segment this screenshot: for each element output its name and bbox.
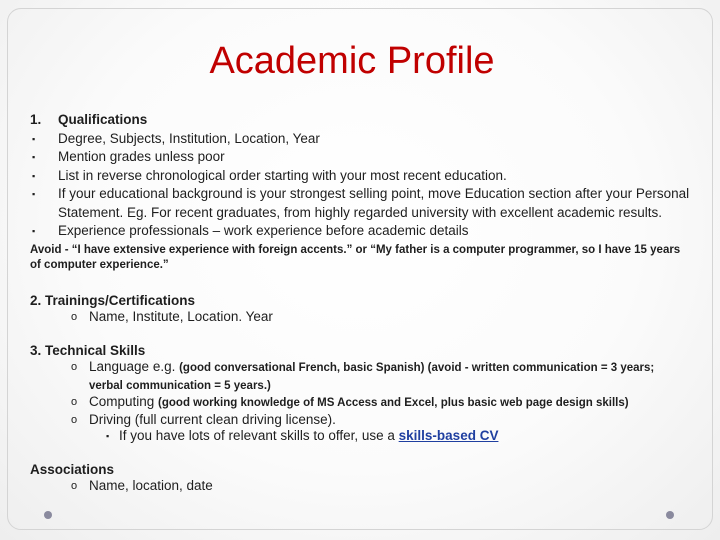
sub-bullet-marker: o: [71, 361, 78, 373]
list-item: [30, 167, 690, 186]
sub-bullet-text: Name, location, date: [89, 477, 213, 493]
trainings-heading: 2. Trainings/Certifications: [30, 292, 196, 308]
bullet-text: Experience professionals – work experience before academic details: [58, 223, 469, 238]
bullet-marker: ▪: [32, 226, 36, 236]
list-item: [30, 428, 690, 445]
driving-text: Driving (full current clean driving license).: [89, 411, 336, 427]
list-item: [30, 185, 690, 222]
skills-based-cv-link[interactable]: skills-based CV: [398, 428, 499, 443]
list-item: [30, 478, 690, 495]
list-item: [30, 412, 690, 429]
associations-heading: Associations: [30, 461, 115, 477]
qualifications-heading: Qualifications: [58, 112, 148, 127]
qualifications-heading-row: [30, 111, 690, 130]
slide-title: Academic Profile: [209, 40, 495, 82]
list-item: [30, 309, 690, 326]
list-item: [30, 130, 690, 149]
frame-dot-right: [666, 511, 674, 519]
technical-skills-heading: 3. Technical Skills: [30, 343, 146, 358]
bullet-text: If your educational background is your strongest selling point, move Education section after your Personal Statement. Eg. For recent graduates, from highly regarded university with excellent academic results.: [58, 186, 690, 220]
language-detail: (good conversational French, basic Spanish) (avoid - written communication = 3 years; verbal communication = 5 years.): [89, 362, 655, 392]
sub-bullet-marker: o: [71, 413, 78, 426]
bullet-text: Mention grades unless poor: [58, 149, 225, 164]
list-item: [30, 148, 690, 167]
computing-detail: (good working knowledge of MS Access and Excel, plus basic web page design skills): [158, 397, 629, 409]
list-item: [30, 394, 690, 412]
sub-sub-bullet-marker: ▪: [106, 431, 110, 441]
bullet-text: Degree, Subjects, Institution, Location, Year: [58, 130, 320, 146]
section-number: 1.: [30, 112, 42, 127]
bullet-marker: ▪: [32, 170, 36, 181]
frame-dot-left: [44, 511, 52, 519]
computing-label: Computing: [89, 394, 159, 409]
list-item: [30, 222, 690, 241]
slide-content: [30, 111, 690, 494]
sub-bullet-text: Name, Institute, Location. Year: [89, 308, 273, 324]
bullet-marker: ▪: [32, 152, 36, 162]
sub-bullet-marker: o: [71, 479, 78, 492]
bullet-marker: ▪: [32, 133, 36, 144]
language-label: Language e.g.: [89, 359, 180, 374]
avoid-note: Avoid - “I have extensive experience with foreign accents.” or “My father is a computer programmer, so I have 15 years of computer experience.”: [30, 243, 681, 271]
list-item: [30, 359, 690, 394]
bullet-text: List in reverse chronological order starting with your most recent education.: [58, 167, 507, 183]
sub-bullet-marker: o: [71, 310, 78, 323]
bullet-marker: ▪: [32, 189, 36, 199]
sub-bullet-marker: o: [71, 396, 78, 408]
skills-note: If you have lots of relevant skills to offer, use a: [119, 428, 399, 443]
